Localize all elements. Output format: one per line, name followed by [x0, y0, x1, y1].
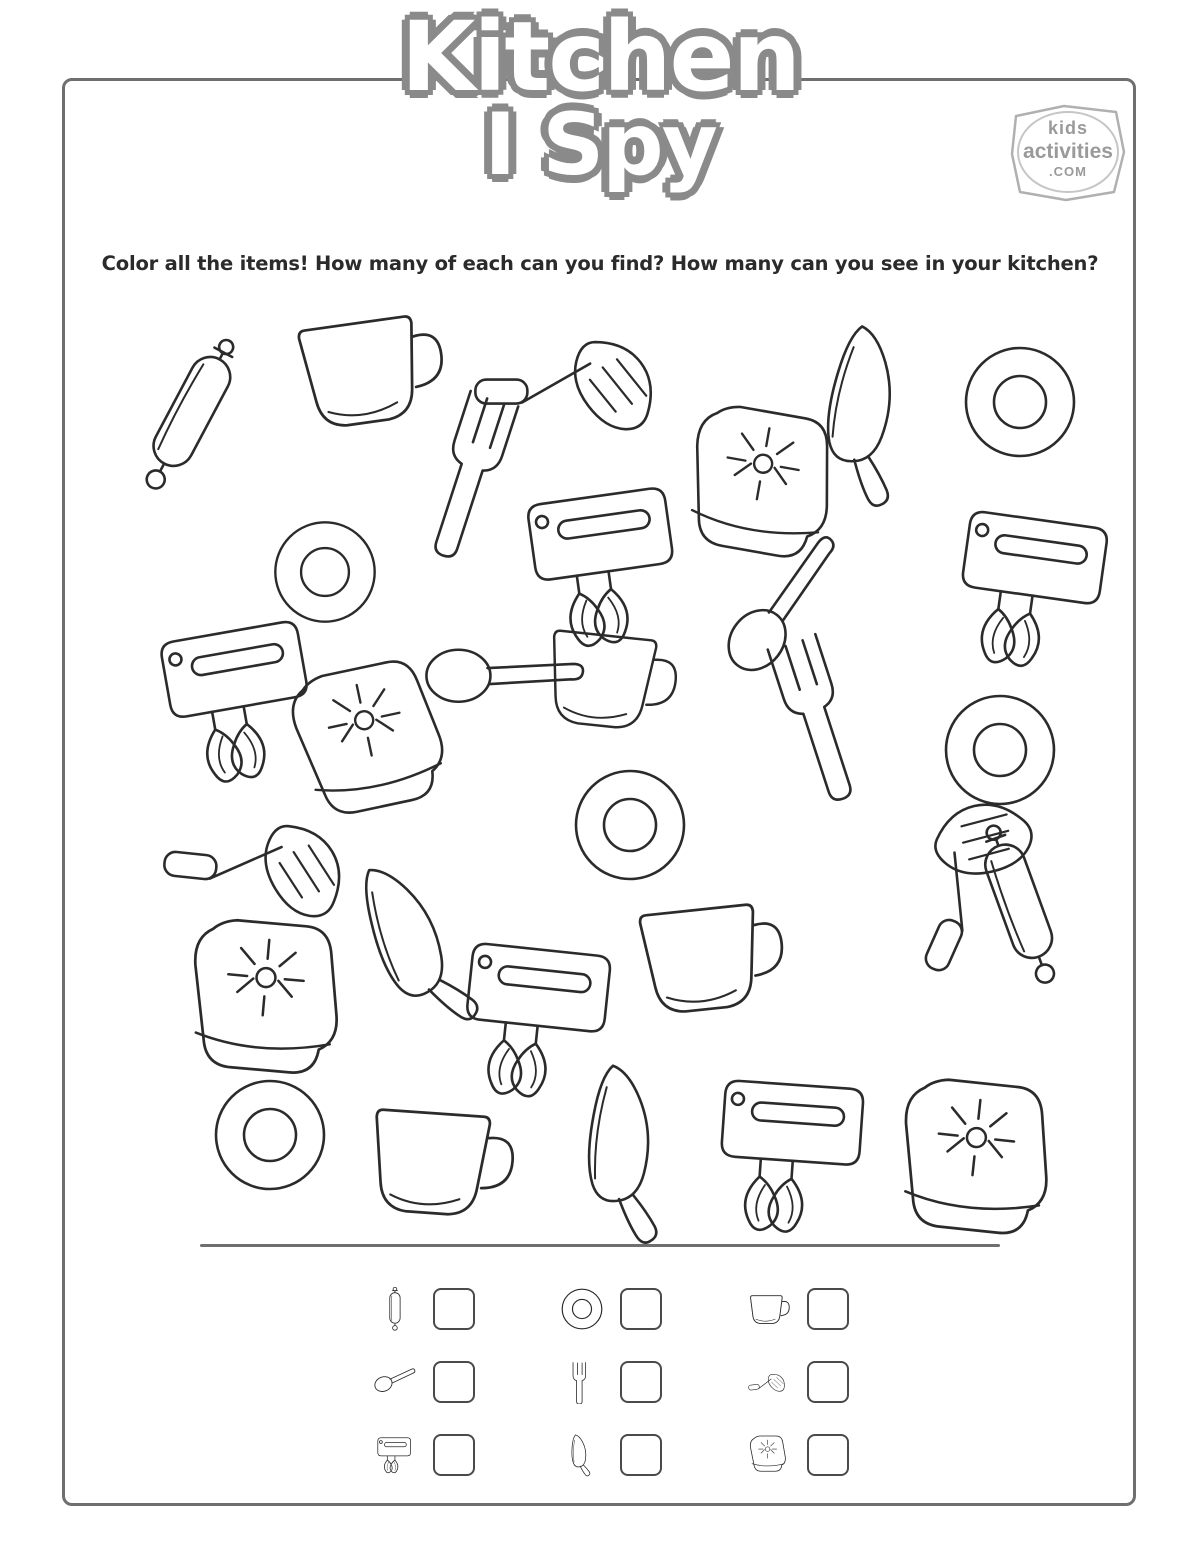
legend-item-label: [796, 1308, 797, 1309]
logo-line-2: activities: [1023, 140, 1113, 163]
legend-item-label: [609, 1308, 610, 1309]
plate-icon: [558, 1285, 606, 1333]
title-line-1: Kitchen: [401, 1, 799, 113]
title-line-2: I Spy: [484, 95, 716, 196]
count-box[interactable]: [807, 1288, 849, 1330]
legend-item: [703, 1272, 890, 1345]
count-box[interactable]: [620, 1288, 662, 1330]
legend-item: [330, 1345, 517, 1418]
legend-item: [703, 1419, 890, 1492]
count-box[interactable]: [620, 1434, 662, 1476]
knife-icon: [551, 1053, 710, 1252]
count-box[interactable]: [620, 1361, 662, 1403]
plate-icon: [960, 342, 1080, 462]
hand-mixer-icon: [933, 488, 1137, 696]
legend-item: [330, 1272, 517, 1345]
fork-icon: [558, 1358, 606, 1406]
legend-item: [330, 1419, 517, 1492]
fork-icon: [746, 612, 905, 812]
rolling-pin-icon: [944, 808, 1096, 1002]
plate-icon: [570, 765, 690, 885]
oven-mitt-icon: [745, 1431, 793, 1479]
spatula-icon: [745, 1358, 793, 1406]
teacup-icon: [533, 614, 687, 742]
puzzle-field: [80, 300, 1120, 1230]
kids-activities-logo: [1004, 96, 1132, 208]
legend-item-label: [796, 1381, 797, 1382]
hand-mixer-icon: [371, 1431, 419, 1479]
legend-item: [517, 1345, 704, 1418]
oven-mitt-icon: [887, 1063, 1068, 1263]
tally-legend: [330, 1272, 890, 1492]
section-divider: [200, 1244, 1000, 1247]
legend-item: [517, 1272, 704, 1345]
legend-item-label: [609, 1455, 610, 1456]
teacup-icon: [625, 884, 795, 1026]
legend-item-label: [423, 1455, 424, 1456]
plate-icon: [210, 1075, 330, 1195]
rolling-pin-icon: [371, 1285, 419, 1333]
teacup-icon: [357, 1092, 523, 1229]
hand-mixer-icon: [699, 1059, 891, 1256]
instructions-text: Color all the items! How many of each can you find? How many can you see in your kitchen?: [101, 252, 1099, 275]
legend-item: [517, 1419, 704, 1492]
rolling-pin-icon: [106, 316, 274, 513]
legend-item-label: [796, 1455, 797, 1456]
teacup-icon: [745, 1285, 793, 1333]
count-box[interactable]: [433, 1361, 475, 1403]
oven-mitt-icon: [178, 904, 356, 1101]
legend-item-label: [423, 1381, 424, 1382]
count-box[interactable]: [433, 1434, 475, 1476]
legend-item-label: [423, 1308, 424, 1309]
knife-icon: [558, 1431, 606, 1479]
count-box[interactable]: [807, 1434, 849, 1476]
count-box[interactable]: [807, 1361, 849, 1403]
spoon-icon: [371, 1358, 419, 1406]
logo-line-3: .COM: [1049, 164, 1087, 179]
legend-item: [703, 1345, 890, 1418]
legend-item-label: [609, 1381, 610, 1382]
logo-line-1: kids: [1047, 118, 1089, 138]
teacup-icon: [283, 295, 457, 442]
count-box[interactable]: [433, 1288, 475, 1330]
